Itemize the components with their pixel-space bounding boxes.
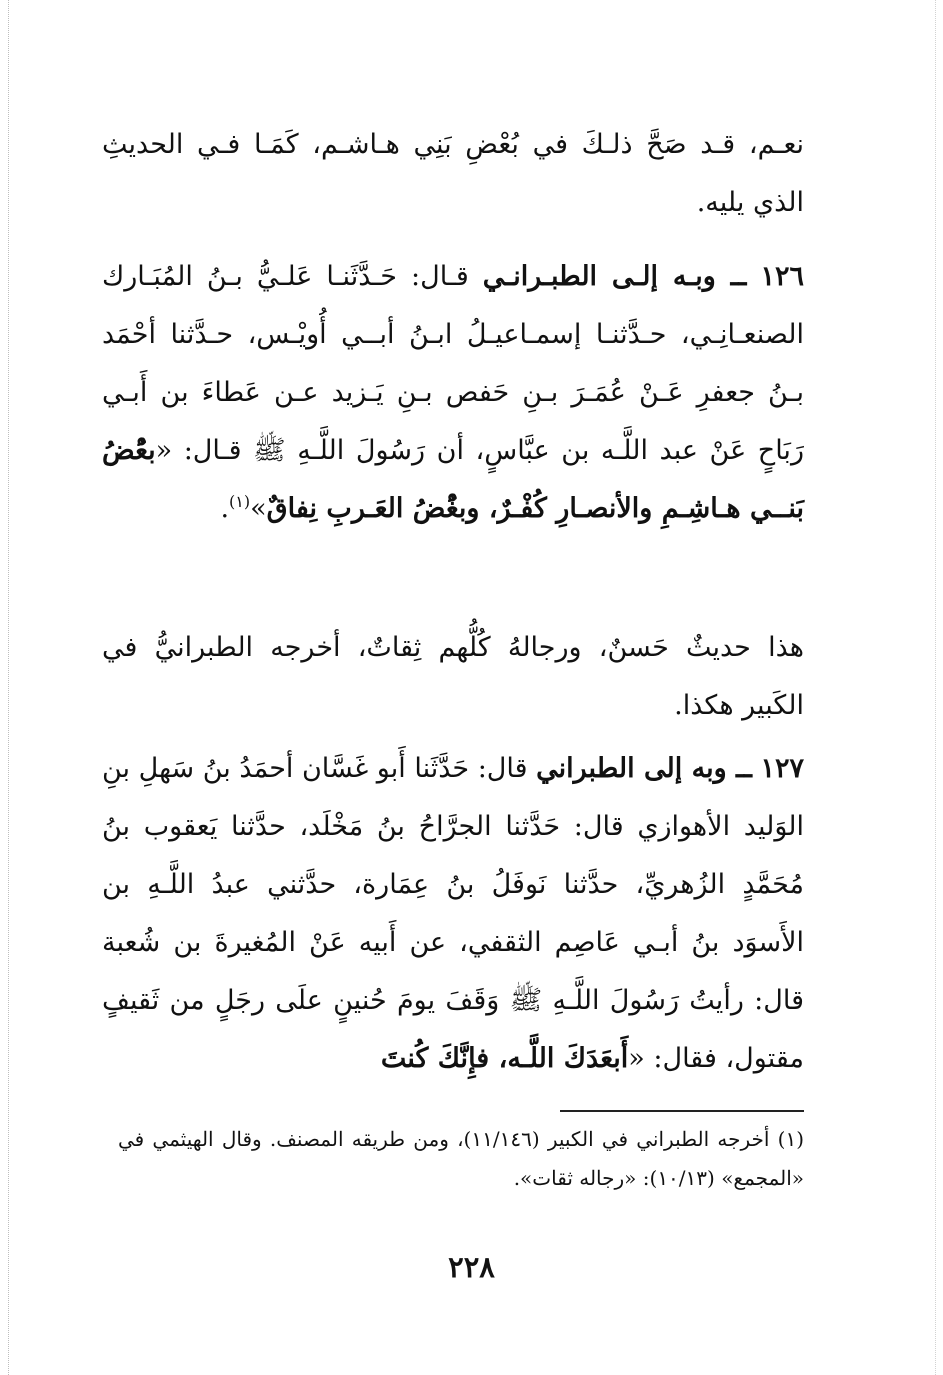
hadith-number-127: ١٢٧ bbox=[760, 753, 804, 784]
paragraph-grading: هذا حديثٌ حَسنٌ، ورجالهُ كُلُّهم ثِقاتٌ، أخرجه الطبرانيُّ في الكَبير هكذا. bbox=[102, 632, 804, 721]
text-block-1 bbox=[102, 116, 804, 232]
hadith-126-matn: بعُْضُ بَنــي هـاشِـمِ والأنصـارِ كُفْـرٌ، وبغُْضُ العَـربِ نِفاقٌ bbox=[102, 435, 804, 524]
hadith-126-quote-close: » bbox=[250, 493, 267, 524]
hadith-127-chain: قال: حَدَّثَنا أَبو غَسَّان أحمَدُ بنُ سَهلِ بنِ الوَليد الأهوازي قال: حَدَّثنا الجرَّاحُ بنُ مَخْلَد، حدَّثنا يَعقوب بنُ مُحَمَّدٍ الزُهريِّ، حدَّثنا نَوفَلُ بنُ عِمَارة، حدَّثني عبدُ اللَّـهِ بن الأَسوَد بنُ أبـي عَاصِم الثقفي، عن أَبيه عَنْ المُغيرةَ بن شُعبة قال: رأيتُ رَسُولَ اللَّـهِ ﷺ وَقَفَ يومَ حُنينٍ علَى رجَلٍ من ثَقيفٍ مقتول، فقال: « bbox=[102, 753, 804, 1074]
footnote-ref-1[interactable]: (١) bbox=[229, 492, 251, 511]
text-block-2 bbox=[102, 248, 804, 538]
hadith-127-matn: أَبعَدَكَ اللَّـه، فإِنَّكَ كُنتَ bbox=[380, 1043, 629, 1074]
scan-edge-right bbox=[935, 0, 937, 1375]
paragraph-hadith-127 bbox=[102, 740, 804, 1088]
text-block-3 bbox=[102, 619, 804, 735]
scan-edge-left bbox=[8, 0, 10, 1375]
paragraph-intro: نعـم، قـد صَحَّ ذلـكَ في بُعْضِ بَنِي هـاشـم، كَمَـا فـي الحديثِ الذي يليه. bbox=[102, 129, 804, 218]
text-block-4 bbox=[102, 740, 804, 1088]
page-number: ٢٢٨ bbox=[448, 1250, 495, 1284]
hadith-127-intro: ــ وبه إلى الطبراني bbox=[536, 753, 752, 784]
footnote-1: (١) أخرجه الطبراني في الكبير (١١/١٤٦)، ومن طريقه المصنف. وقال الهيثمي في «المجمع» (١٠/١٣): «رجاله ثقات». bbox=[118, 1127, 804, 1190]
hadith-126-chain: قـال: حَـدَّثَنـا عَلـيُّ بـنُ المُبَـارك الصنعـانِـي، حـدَّثنـا إسمـاعيـلُ ابـنُ أبــي أُويْـس، حـدَّثنا أحْمَد بـنُ جعفرِ عَـنْ عُمَـرَ بـنِ حَفص بـنِ يَـزيد عـن عَطاءَ بن أَبـي رَبَاحٍ عَنْ عبد اللَّـه بن عبَّاسٍ، أن رَسُولَ اللَّـهِ ﷺ قـال: « bbox=[102, 261, 804, 466]
hadith-number-126: ١٢٦ bbox=[760, 261, 805, 292]
hadith-126-intro: ــ وبـه إلـى الطبـرانـي bbox=[482, 261, 747, 292]
paragraph-hadith-126 bbox=[102, 248, 804, 538]
footnote-separator bbox=[560, 1110, 804, 1112]
hadith-126-period: . bbox=[220, 493, 230, 524]
